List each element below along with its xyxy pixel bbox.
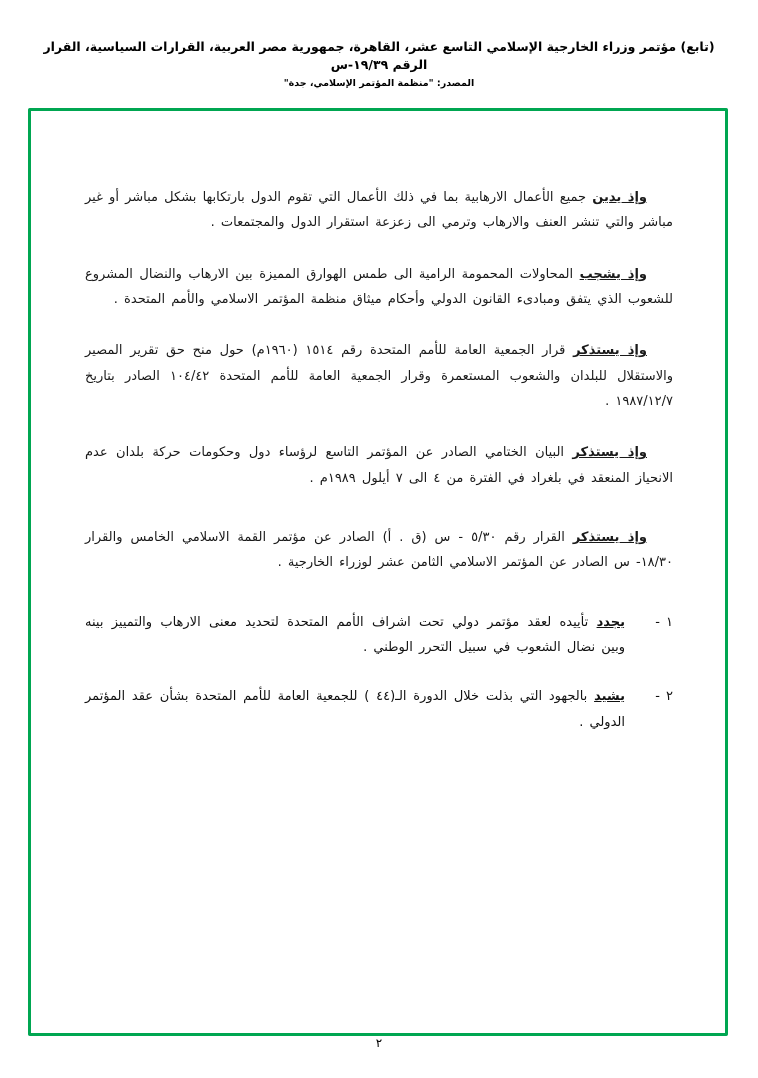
paragraph <box>85 525 673 576</box>
list-item-text-wrap <box>85 610 625 661</box>
list-item <box>85 610 673 661</box>
header-source: المصدر: "منظمة المؤتمر الإسلامي، جدة" <box>283 78 475 89</box>
page-number: ٢ <box>375 1036 383 1050</box>
paragraph-lead: وإذ يستذكر <box>573 343 647 359</box>
list-item-lead: يجدد <box>596 614 625 630</box>
header-title: (تابع) مؤتمر وزراء الخارجية الإسلامي التاسع عشر، القاهرة، جمهورية مصر العربية، القرارات السياسية، القرار الرقم ١٩/٣٩-س <box>43 39 715 72</box>
paragraph-text: القرار رقم ٥/٣٠ - س (ق . أ) الصادر عن مؤتمر القمة الاسلامي الخامس والقرار ١٨/٣٠- س الصادر عن المؤتمر الاسلامي الثامن عشر لوزراء الخارجية . <box>85 530 673 571</box>
paragraph-lead: وإذ يستذكر <box>572 530 647 546</box>
paragraph-lead: وإذ يستذكر <box>572 445 647 461</box>
paragraph-text: البيان الختامي الصادر عن المؤتمر التاسع لرؤساء دول وحكومات حركة بلدان عدم الانحياز المنعقد في بلغراد في الفترة من ٤ الى ٧ أيلول ١٩٨٩م . <box>85 445 673 486</box>
paragraph-text: المحاولات المحمومة الرامية الى طمس الهوارق المميزة بين الارهاب والنضال المشروع للشعوب الذي يتفق ومبادىء القانون الدولي وأحكام ميثاق منظمة المؤتمر الاسلامي والأمم المتحدة . <box>85 266 673 308</box>
document-body <box>85 185 673 759</box>
paragraph <box>85 440 673 491</box>
paragraph <box>85 338 673 414</box>
paragraph-text: جميع الأعمال الارهابية بما في ذلك الأعمال التي تقوم الدول بارتكابها بشكل مباشر أو غير مباشر والتي تنشر العنف والارهاب وترمي الى زعزعة استقرار الدول والمجتمعات . <box>85 190 673 231</box>
paragraph <box>85 262 673 313</box>
paragraph-text: قرار الجمعية العامة للأمم المتحدة رقم ١٥١٤ (١٩٦٠م) حول منح حق تقرير المصير والاستقلال للبلدان والشعوب المستعمرة وقرار الجمعية العامة للأمم المتحدة ١٠٤/٤٢ الصادر بتاريخ ١٩٨٧/١٢/٧ . <box>85 343 673 410</box>
list-item-text: بالجهود التي بذلت خلال الدورة الـ(٤٤ ) للجمعية العامة للأمم المتحدة بشأن عقد المؤتمر الدولي . <box>85 689 625 730</box>
list-item <box>85 684 673 735</box>
paragraph-lead: وإذ يدين <box>592 190 647 205</box>
list-item-lead: يشيد <box>594 689 625 705</box>
list-item-number: ١ - <box>655 614 673 630</box>
list-item-text-wrap <box>85 684 625 735</box>
paragraph <box>85 185 673 236</box>
page-header <box>0 38 758 89</box>
paragraph-lead: وإذ يشجب <box>579 266 647 282</box>
list-item-text: تأييده لعقد مؤتمر دولي تحت اشراف الأمم المتحدة لتحديد معنى الارهاب والتمييز بينه وبين نضال الشعوب في سبيل التحرر الوطني . <box>85 614 625 656</box>
list-item-number: ٢ - <box>655 689 673 705</box>
